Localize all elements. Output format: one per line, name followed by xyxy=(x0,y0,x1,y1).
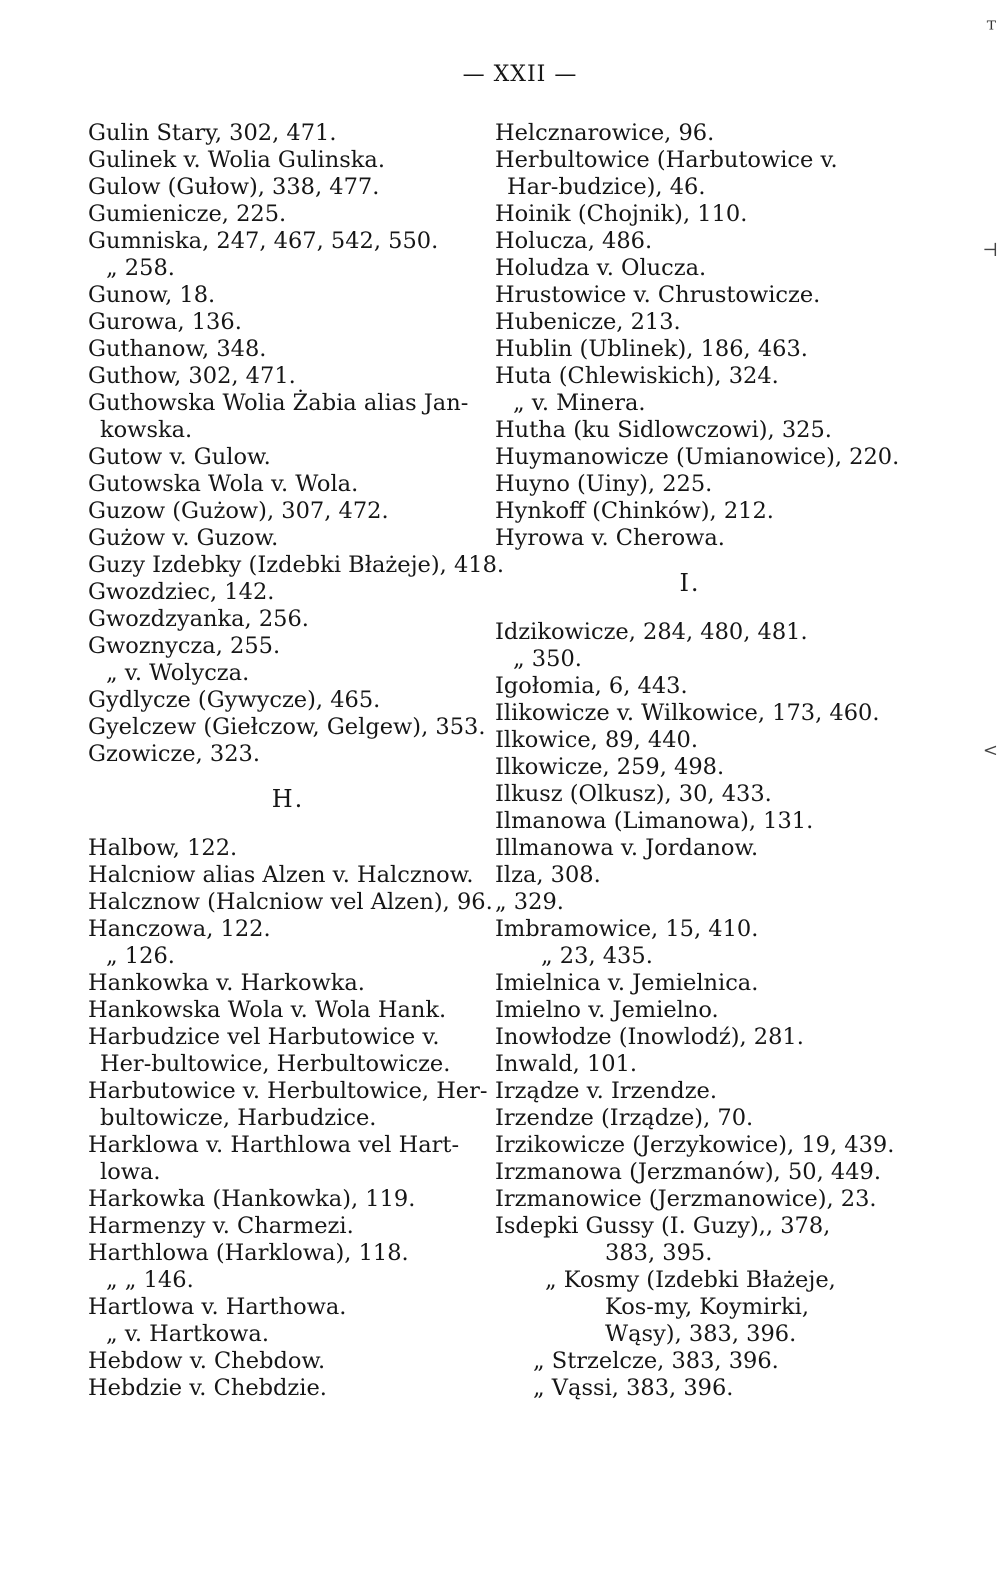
index-entry: Halbow, 122. xyxy=(88,835,238,861)
index-entry: Gulin Stary, 302, 471. xyxy=(88,120,337,146)
index-entry: Idzikowicze, 284, 480, 481. xyxy=(495,619,808,645)
index-entry: Hebdzie v. Chebdzie. xyxy=(88,1375,327,1401)
index-entry: Gydlycze (Gywycze), 465. xyxy=(88,687,381,713)
index-entry: Guthow, 302, 471. xyxy=(88,363,296,389)
margin-mark: ᵀ xyxy=(986,18,996,43)
index-entry: Gulinek v. Wolia Gulinska. xyxy=(88,147,385,173)
margin-mark: ⊣ xyxy=(982,240,998,261)
index-entry: Irządze v. Irzendze. xyxy=(495,1078,718,1104)
index-entry-ditto: „ Kosmy (Izdebki Błażeje, Kos-my, Koymirki, Wąsy), 383, 396. xyxy=(545,1267,836,1347)
index-entry: Halcniow alias Alzen v. Halcznow. xyxy=(88,862,474,888)
index-entry: Hutha (ku Sidlowczowi), 325. xyxy=(495,417,832,443)
index-entry: Hebdow v. Chebdow. xyxy=(88,1348,326,1374)
index-entry-ditto: „ Vąssi, 383, 396. xyxy=(533,1375,734,1401)
index-entry: Igołomia, 6, 443. xyxy=(495,673,688,699)
index-entry: Huymanowicze (Umianowice), 220. xyxy=(495,444,900,470)
index-entry: Harbudzice vel Harbutowice v. Her-bultowice, Herbultowicze. xyxy=(88,1024,451,1077)
index-entry: Imbramowice, 15, 410. xyxy=(495,916,759,942)
index-entry: Herbultowice (Harbutowice v. Har-budzice), 46. xyxy=(495,147,838,200)
index-entry: Hankowka v. Harkowka. xyxy=(88,970,365,996)
index-entry: Irzmanowa (Jerzmanów), 50, 449. xyxy=(495,1159,881,1185)
index-entry: Imielno v. Jemielno. xyxy=(495,997,719,1023)
index-entry: Holucza, 486. xyxy=(495,228,653,254)
index-entry: Gwozdzyanka, 256. xyxy=(88,606,309,632)
section-heading-h: H. xyxy=(271,785,305,813)
index-entry: Inwald, 101. xyxy=(495,1051,638,1077)
index-entry: Gutow v. Gulow. xyxy=(88,444,271,470)
index-entry: Huyno (Uiny), 225. xyxy=(495,471,713,497)
section-heading-i: I. xyxy=(679,569,701,597)
index-entry: Isdepki Gussy (I. Guzy),, 378, 383, 395. xyxy=(495,1213,831,1266)
index-entry: Hoinik (Chojnik), 110. xyxy=(495,201,748,227)
index-entry: Huta (Chlewiskich), 324. xyxy=(495,363,779,389)
index-entry: Ilikowicze v. Wilkowice, 173, 460. xyxy=(495,700,880,726)
index-entry: Gumienicze, 225. xyxy=(88,201,287,227)
index-entry: Hublin (Ublinek), 186, 463. xyxy=(495,336,808,362)
index-entry: Guthanow, 348. xyxy=(88,336,267,362)
index-entry: Inowłodze (Inowlodź), 281. xyxy=(495,1024,804,1050)
index-entry: Guzy Izdebky (Izdebki Błażeje), 418. xyxy=(88,552,505,578)
index-entry: Gwozdziec, 142. xyxy=(88,579,275,605)
index-entry: Guzow (Gużow), 307, 472. xyxy=(88,498,389,524)
index-entry: Ilza, 308. xyxy=(495,862,601,888)
index-entry-ditto: „ 23, 435. xyxy=(541,943,653,969)
index-entry: Irzmanowice (Jerzmanowice), 23. xyxy=(495,1186,877,1212)
index-entry: Halcznow (Halcniow vel Alzen), 96. xyxy=(88,889,493,915)
index-entry: Harkowka (Hankowka), 119. xyxy=(88,1186,416,1212)
index-entry: Gwoznycza, 255. xyxy=(88,633,281,659)
index-entry-ditto: „ „ 146. xyxy=(106,1267,194,1293)
index-entry: Gyelczew (Giełczow, Gelgew), 353. xyxy=(88,714,486,740)
index-entry: Gulow (Gułow), 338, 477. xyxy=(88,174,380,200)
index-entry: Guthowska Wolia Żabia alias Jan-kowska. xyxy=(88,390,469,443)
index-entry: Hartlowa v. Harthowa. xyxy=(88,1294,347,1320)
index-entry: Irzikowicze (Jerzykowice), 19, 439. xyxy=(495,1132,895,1158)
index-entry-ditto: „ v. Minera. xyxy=(513,390,646,416)
index-entry-ditto: „ 126. xyxy=(106,943,175,969)
index-entry: Harthlowa (Harklowa), 118. xyxy=(88,1240,409,1266)
index-entry: Hyrowa v. Cherowa. xyxy=(495,525,725,551)
index-entry: Hrustowice v. Chrustowicze. xyxy=(495,282,821,308)
index-entry: Helcznarowice, 96. xyxy=(495,120,715,146)
index-entry: Hynkoff (Chinków), 212. xyxy=(495,498,774,524)
index-entry-ditto: „ 258. xyxy=(106,255,175,281)
index-entry-ditto: „ v. Hartkowa. xyxy=(106,1321,269,1347)
index-entry: Gużow v. Guzow. xyxy=(88,525,279,551)
index-entry-ditto: „ 350. xyxy=(513,646,582,672)
page-number xyxy=(0,62,1000,87)
margin-mark: < xyxy=(982,740,998,761)
index-entry: Harklowa v. Harthlowa vel Hart-lowa. xyxy=(88,1132,460,1185)
index-entry: Ilkowice, 89, 440. xyxy=(495,727,698,753)
index-entry: Ilkusz (Olkusz), 30, 433. xyxy=(495,781,772,807)
index-entry: Hanczowa, 122. xyxy=(88,916,271,942)
index-entry: Holudza v. Olucza. xyxy=(495,255,707,281)
index-entry-ditto: „ v. Wolycza. xyxy=(106,660,250,686)
index-entry: Ilmanowa (Limanowa), 131. xyxy=(495,808,814,834)
left-column xyxy=(88,120,505,1402)
page-number-text: — XXII — xyxy=(462,62,578,87)
index-entry: Ilkowicze, 259, 498. xyxy=(495,754,725,780)
index-entry: Gutowska Wola v. Wola. xyxy=(88,471,359,497)
index-entry-ditto: „ Strzelcze, 383, 396. xyxy=(533,1348,779,1374)
index-entry: Irzendze (Irządze), 70. xyxy=(495,1105,754,1131)
index-entry: Gumniska, 247, 467, 542, 550. xyxy=(88,228,439,254)
index-entry: Gurowa, 136. xyxy=(88,309,242,335)
index-entry: Harbutowice v. Herbultowice, Her-bultowicze, Harbudzice. xyxy=(88,1078,488,1131)
index-entry: Imielnica v. Jemielnica. xyxy=(495,970,759,996)
index-entry: Harmenzy v. Charmezi. xyxy=(88,1213,354,1239)
index-entry: Hankowska Wola v. Wola Hank. xyxy=(88,997,447,1023)
right-column xyxy=(495,120,900,1402)
index-entry: Hubenicze, 213. xyxy=(495,309,681,335)
index-entry-ditto: „ 329. xyxy=(495,889,564,915)
index-entry: Gzowicze, 323. xyxy=(88,741,261,767)
index-entry: Illmanowa v. Jordanow. xyxy=(495,835,759,861)
index-entry: Gunow, 18. xyxy=(88,282,216,308)
